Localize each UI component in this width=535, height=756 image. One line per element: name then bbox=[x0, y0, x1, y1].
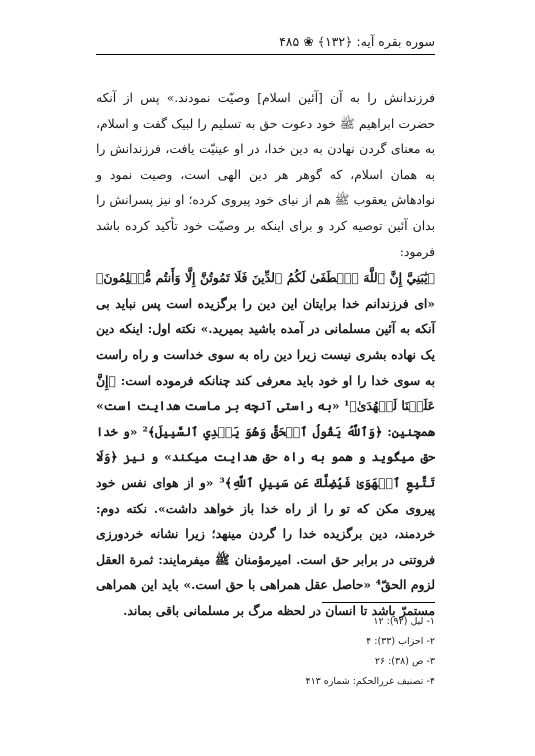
paragraph-2: ﴿يَٰبَنِيَّ إِنَّ ٱللَّهَ ٱصۡطَفَىٰ لَكُمُ ٱلدِّينَ فَلَا تَمُوتُنَّ إِلَّا وَأَنتُم مُّسۡلِمُونَ﴾ «ای فرزندانم خدا برایتان این دین را برگزیده است پس نباید بی آنکه به آئین مسلمانی در آمده باشید بمیرید.» نکته اول: اینکه دین یک نهاده بشری نیست زیرا دین راه به سوی خداست و راه راست به سوی خدا را او خود باید معرفی کند چنانکه فرموده است: ﴿إِنَّ عَلَيۡنَا لَلۡهُدَىٰ﴾¹ «به راستی آنچه بر ماست هدایت است» همچنین: ﴿وَٱللَّهُ يَقُولُ ٱلۡحَقَّ وَهُوَ يَهۡدِي ٱلسَّبِيلَ﴾² «و خدا حق میگوید و همو به راه حق هدایت میکند» و نیز ﴿وَلَا تَتَّبِعِ ٱلۡهَوَىٰ فَيُضِلَّكَ عَن سَبِيلِ ٱللَّهِ﴾³ «و از هوای نفس خود پیروی مکن که تو را از راه خدا باز خواهد داشت». نکته دوم: خردمند، دین برگزیده خدا را گردن مینهد؛ زیرا نشانه خردورزی فروتنی در برابر حق است. امیرمؤمنان ﷺ میفرمایند: ثمرة العقل لزوم الحقّ⁴ «حاصل عقل همراهی با حق است.» باید این همراهی مستمرّ باشد تا انسان در لحظه مرگ بر مسلمانی باقی بماند. bbox=[96, 270, 436, 618]
footnote-4: ۴- تصنیف غررالحکم: شماره ۴۱۳ bbox=[305, 676, 435, 687]
running-header bbox=[96, 28, 435, 55]
header-title: سوره بقره آیه: ﴿۱۳۲﴾ ❀ ۴۸۵ bbox=[279, 34, 435, 49]
footnote-3: ۳- ص (۳۸): ۲۶ bbox=[374, 656, 435, 667]
paragraph-1: فرزندانش را به آن [آئین اسلام] وصیّت نمودند.» پس از آنکه حضرت ابراهیم ﷺ خود دعوت حق به تسلیم را لبیک گفت و اسلام، به معنای گردن نهادن به دین خدا، در او عینیّت یافت، فرزندانش را به همان اسلام، که گوهر هر دین الهی است، وصیت نمود و نوادهاش یعقوب ﷺ هم از نیای خود پیروی کرده؛ او نیز پسرانش را بدان آئین توصیه کرد و برای اینکه بر وصیّت خود تأکید کرده باشد فرمود: bbox=[96, 91, 435, 259]
main-text bbox=[96, 86, 435, 623]
footnotes bbox=[235, 612, 435, 692]
footnote-2: ۲- احزاب (۳۳): ۴ bbox=[366, 636, 435, 647]
footnote-1: ۱- لیل (۹۲): ۱۲ bbox=[373, 616, 435, 627]
footnote-divider bbox=[322, 602, 435, 603]
